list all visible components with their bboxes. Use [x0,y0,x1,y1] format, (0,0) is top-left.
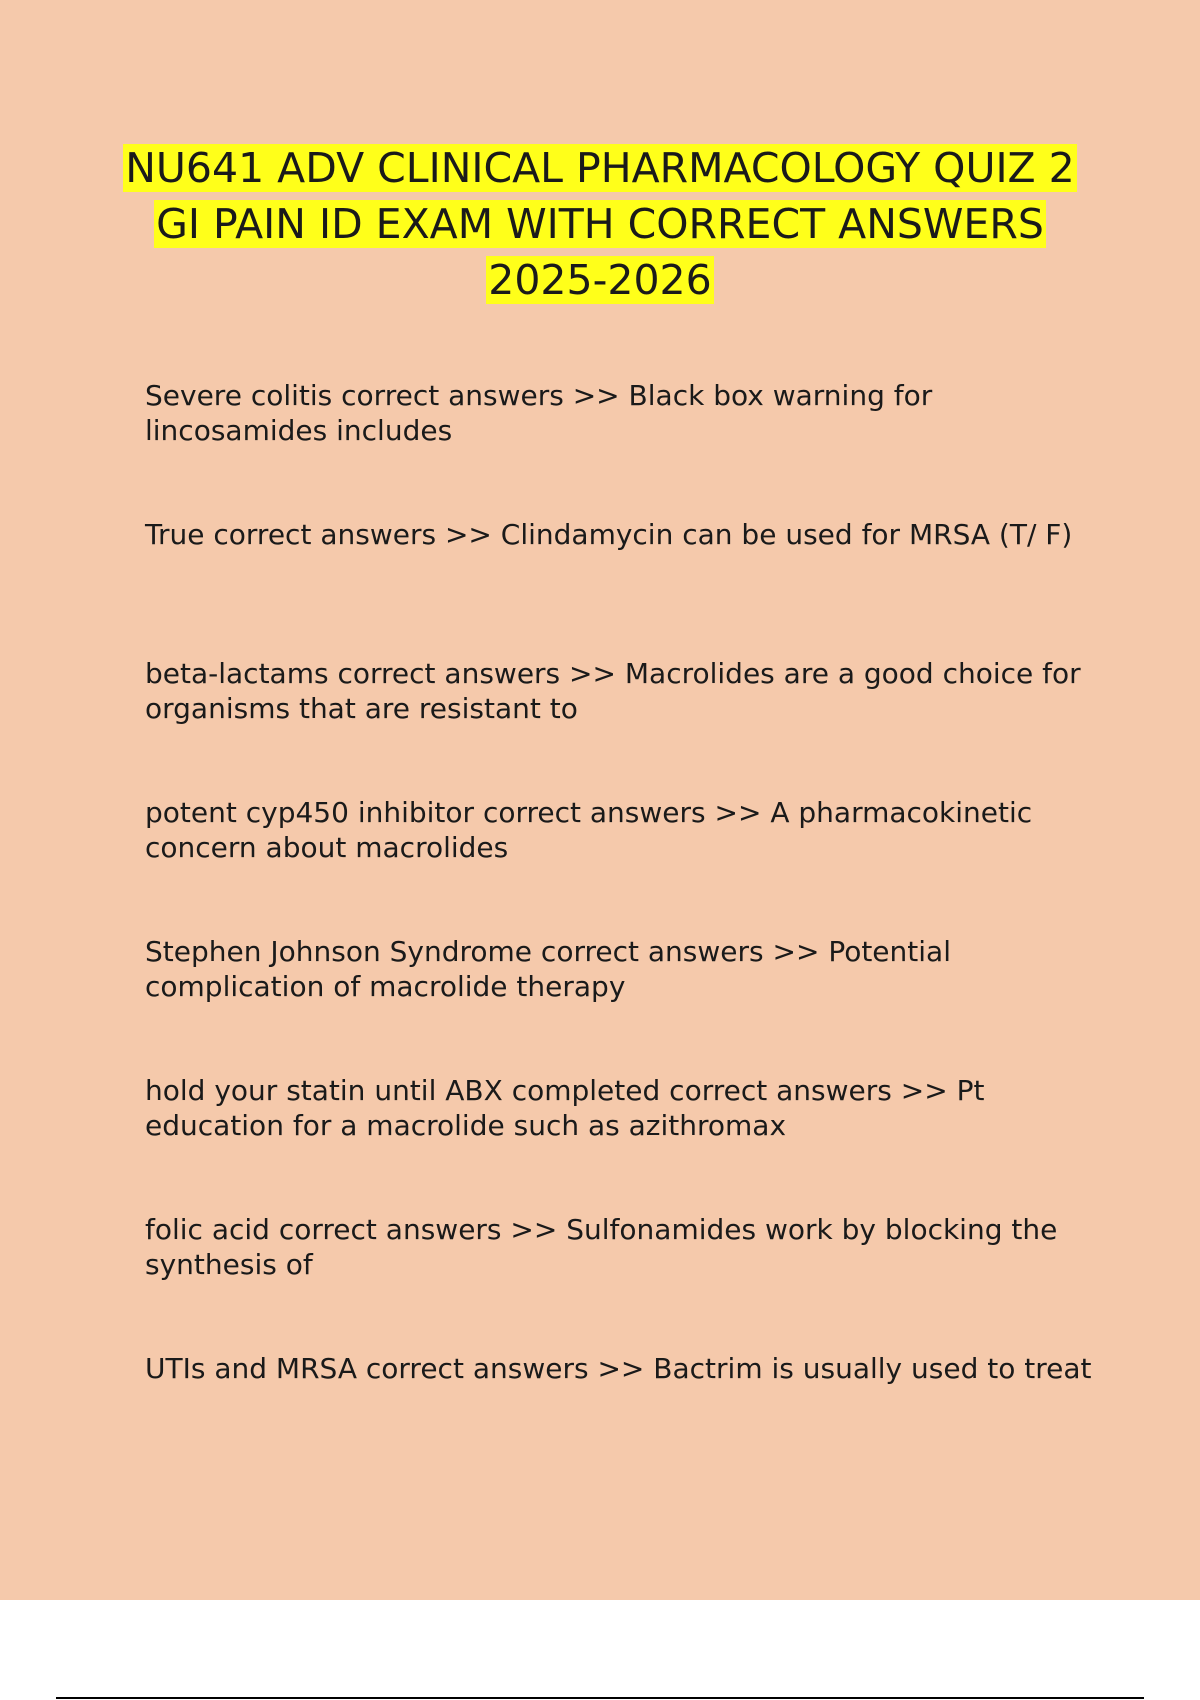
question-text: Pt education for a macrolide such as azithromax [145,1074,994,1142]
separator-text: correct answers >> [213,518,492,551]
question-text: Sulfonamides work by blocking the synthesis of [145,1213,1067,1281]
answer-text: potent cyp450 inhibitor [145,796,475,829]
question-text: A pharmacokinetic concern about macrolides [145,796,1042,864]
answer-text: True [145,518,205,551]
qa-item-7 [145,1212,1095,1282]
question-text: Clindamycin can be used for MRSA (T/ F) [500,518,1073,551]
answer-text: UTIs and MRSA [145,1352,357,1385]
document-title [100,140,1100,308]
question-text: Potential complication of macrolide therapy [145,935,960,1003]
qa-item-5 [145,934,1095,1004]
answer-text: folic acid [145,1213,270,1246]
title-highlight: NU641 ADV CLINICAL PHARMACOLOGY QUIZ 2 GI PAIN ID EXAM WITH CORRECT ANSWERS 2025-2026 [125,144,1075,304]
separator-text: correct answers >> [337,657,616,690]
answer-text: Stephen Johnson Syndrome [145,935,533,968]
qa-item-3 [145,656,1095,726]
qa-item-1 [145,378,1095,448]
answer-text: beta-lactams [145,657,329,690]
answer-text: hold your statin until ABX completed [145,1074,661,1107]
separator-text: correct answers >> [365,1352,645,1385]
separator-text: correct answers >> [482,796,762,829]
question-text: Bactrim is usually used to treat [653,1352,1092,1385]
separator-text: correct answers >> [540,935,820,968]
footer-divider [56,1697,1144,1699]
separator-text: correct answers >> [669,1074,948,1107]
separator-text: correct answers >> [341,379,620,412]
qa-item-4 [145,795,1095,865]
answer-text: Severe colitis [145,379,333,412]
question-text: Macrolides are a good choice for organisms that are resistant to [145,657,1090,725]
qa-item-2 [145,517,1095,552]
qa-item-8 [145,1351,1095,1386]
question-text: Black box warning for lincosamides includes [145,379,942,447]
qa-item-6 [145,1073,1095,1143]
separator-text: correct answers >> [278,1213,558,1246]
